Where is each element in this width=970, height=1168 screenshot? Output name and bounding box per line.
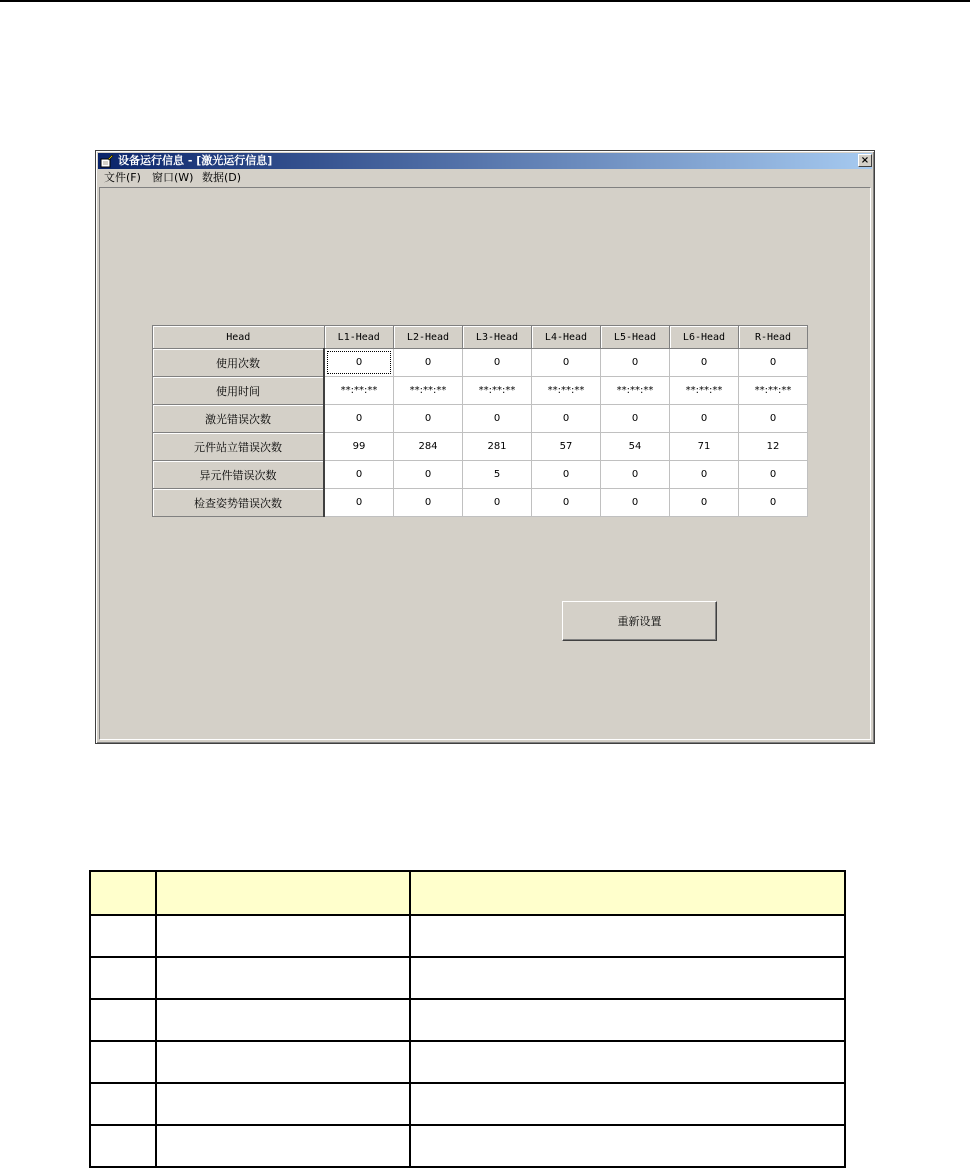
grid-cell[interactable]: 0	[463, 349, 532, 377]
col-header-l4: L4-Head	[532, 326, 601, 349]
row-header: 使用时间	[153, 377, 325, 405]
grid-cell[interactable]: 57	[532, 433, 601, 461]
grid-cell[interactable]: 0	[739, 349, 808, 377]
grid-cell[interactable]: 0	[324, 405, 394, 433]
table-cell	[156, 915, 410, 957]
grid-cell[interactable]: 0	[739, 405, 808, 433]
grid-cell[interactable]: 0	[739, 461, 808, 489]
app-icon	[100, 154, 114, 168]
laser-info-grid	[152, 325, 808, 517]
grid-cell[interactable]: 0	[601, 349, 670, 377]
row-header: 使用次数	[153, 349, 325, 377]
table-cell	[90, 1083, 156, 1125]
grid-cell[interactable]: 0	[394, 405, 463, 433]
grid-cell[interactable]: 0	[463, 489, 532, 517]
table-cell	[156, 1041, 410, 1083]
col-header-l3: L3-Head	[463, 326, 532, 349]
table-cell	[410, 1041, 845, 1083]
table-cell	[90, 915, 156, 957]
grid-cell[interactable]: **:**:**	[532, 377, 601, 405]
table-cell	[156, 1083, 410, 1125]
table-cell	[410, 915, 845, 957]
menu-data[interactable]: 数据(D)	[202, 171, 242, 184]
grid-row-standing-errors	[153, 433, 808, 461]
grid-cell[interactable]: 284	[394, 433, 463, 461]
row-header: 激光错误次数	[153, 405, 325, 433]
grid-cell[interactable]	[324, 349, 394, 377]
grid-cell[interactable]: **:**:**	[463, 377, 532, 405]
menu-window[interactable]: 窗口(W)	[152, 171, 194, 184]
grid-cell[interactable]: **:**:**	[601, 377, 670, 405]
grid-header-row	[153, 326, 808, 349]
grid-cell[interactable]: 0	[601, 489, 670, 517]
table-row	[90, 1125, 845, 1167]
table-cell	[156, 957, 410, 999]
grid-cell[interactable]: 0	[324, 489, 394, 517]
page-top-rule	[0, 0, 970, 2]
grid-cell[interactable]: **:**:**	[394, 377, 463, 405]
grid-cell[interactable]: 0	[601, 405, 670, 433]
table-row	[90, 915, 845, 957]
table-cell	[410, 1083, 845, 1125]
description-table	[89, 870, 846, 1168]
grid-row-posture-errors	[153, 489, 808, 517]
grid-cell[interactable]: 281	[463, 433, 532, 461]
grid-cell[interactable]: 0	[601, 461, 670, 489]
grid-row-laser-errors	[153, 405, 808, 433]
table-cell	[156, 999, 410, 1041]
grid-cell[interactable]: 5	[463, 461, 532, 489]
table-cell	[156, 871, 410, 915]
table-cell	[90, 999, 156, 1041]
grid-cell[interactable]: **:**:**	[739, 377, 808, 405]
table-cell	[90, 957, 156, 999]
reset-button[interactable]: 重新设置	[562, 601, 717, 641]
grid-cell[interactable]: 0	[670, 461, 739, 489]
row-header: 元件站立错误次数	[153, 433, 325, 461]
grid-cell[interactable]: 0	[739, 489, 808, 517]
title-bar[interactable]	[98, 153, 872, 169]
window-title: 设备运行信息 - [激光运行信息]	[118, 154, 273, 167]
grid-cell[interactable]: 0	[324, 461, 394, 489]
grid-cell[interactable]: 0	[463, 405, 532, 433]
grid-cell[interactable]: 0	[532, 461, 601, 489]
grid-row-odd-part-errors	[153, 461, 808, 489]
table-cell	[156, 1125, 410, 1167]
grid-cell[interactable]: **:**:**	[670, 377, 739, 405]
grid-cell[interactable]: 71	[670, 433, 739, 461]
table-row	[90, 957, 845, 999]
focused-cell[interactable]: 0	[325, 349, 393, 376]
row-header: 异元件错误次数	[153, 461, 325, 489]
menu-bar	[98, 170, 872, 186]
table-row	[90, 999, 845, 1041]
table-cell	[410, 999, 845, 1041]
close-icon[interactable]: ×	[858, 154, 872, 167]
grid-cell[interactable]: 0	[532, 405, 601, 433]
grid-cell[interactable]: 0	[532, 349, 601, 377]
col-header-l1: L1-Head	[324, 326, 394, 349]
menu-file[interactable]: 文件(F)	[104, 171, 141, 184]
table-cell	[410, 1125, 845, 1167]
col-header-l2: L2-Head	[394, 326, 463, 349]
row-header: 检查姿势错误次数	[153, 489, 325, 517]
col-header-l6: L6-Head	[670, 326, 739, 349]
grid-cell[interactable]: 0	[394, 349, 463, 377]
table-row	[90, 1083, 845, 1125]
table-cell	[90, 1125, 156, 1167]
table-cell	[90, 1041, 156, 1083]
grid-corner-header: Head	[153, 326, 325, 349]
col-header-r: R-Head	[739, 326, 808, 349]
grid-cell[interactable]: 0	[394, 489, 463, 517]
grid-cell[interactable]: 0	[670, 489, 739, 517]
grid-cell[interactable]: 54	[601, 433, 670, 461]
table-cell	[410, 871, 845, 915]
grid-cell[interactable]: 0	[670, 349, 739, 377]
grid-cell[interactable]: 0	[394, 461, 463, 489]
grid-row-usage-count	[153, 349, 808, 377]
grid-cell[interactable]: 0	[670, 405, 739, 433]
grid-row-usage-time	[153, 377, 808, 405]
grid-cell[interactable]: 0	[532, 489, 601, 517]
grid-cell[interactable]: 12	[739, 433, 808, 461]
table-cell	[90, 871, 156, 915]
col-header-l5: L5-Head	[601, 326, 670, 349]
table-cell	[410, 957, 845, 999]
description-table-header	[90, 871, 845, 915]
table-row	[90, 1041, 845, 1083]
grid-cell[interactable]: **:**:**	[324, 377, 394, 405]
grid-cell[interactable]: 99	[324, 433, 394, 461]
